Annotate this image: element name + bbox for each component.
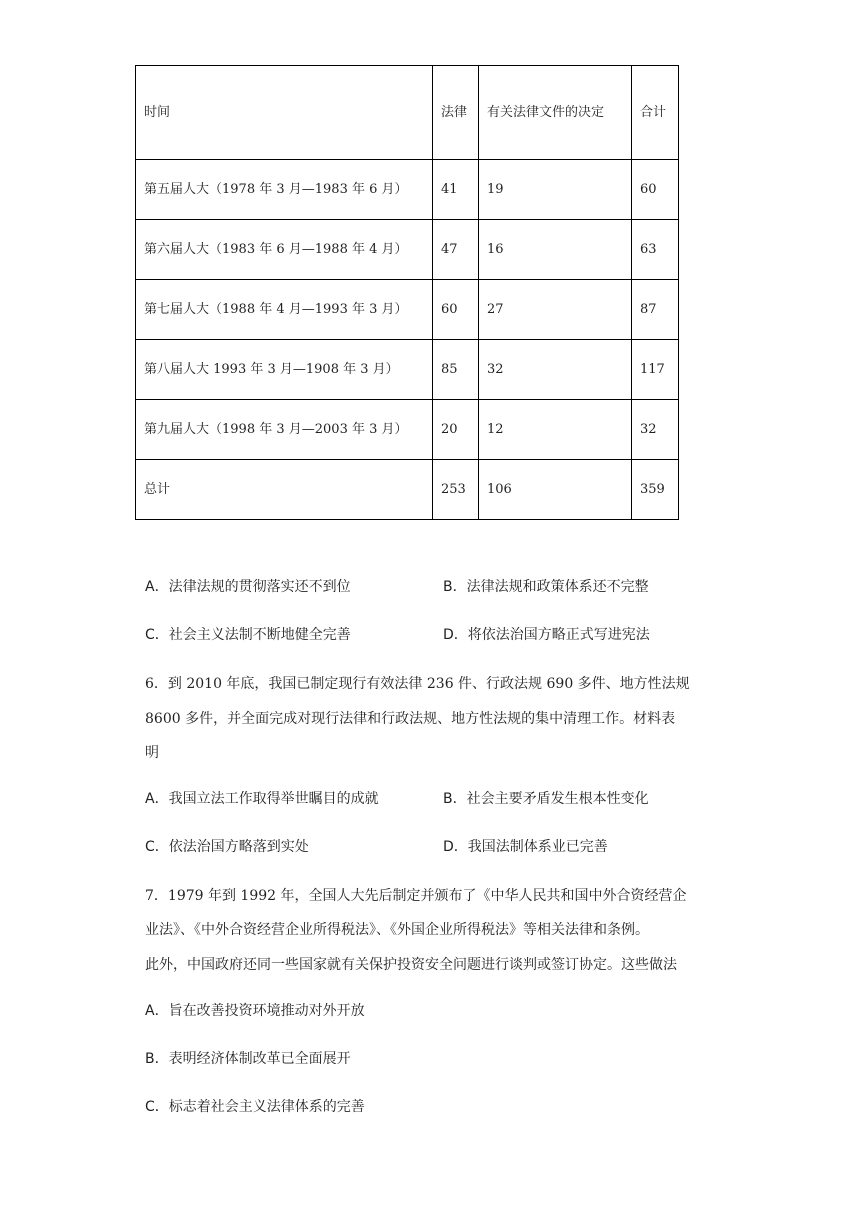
row-period: 第六届人大（1983 年 6 月—1988 年 4 月）: [136, 220, 433, 280]
option-label: C．: [145, 1099, 169, 1115]
q6-stem-line: 8600 多件，并全面完成对现行法律和行政法规、地方性法规的集中清理工作。材料表: [145, 711, 676, 727]
row-decision: 19: [479, 160, 632, 220]
table-row: [136, 280, 679, 340]
q5-option-c[interactable]: [145, 624, 351, 644]
row-period: 第八届人大 1993 年 3 月—1908 年 3 月）: [136, 340, 433, 400]
row-total: 87: [632, 280, 679, 340]
row-law: 60: [433, 280, 479, 340]
row-total: 63: [632, 220, 679, 280]
row-decision: 16: [479, 220, 632, 280]
q6-option-c[interactable]: [145, 836, 309, 856]
option-text: 社会主要矛盾发生根本性变化: [466, 791, 649, 807]
option-text: 法律法规的贯彻落实还不到位: [168, 579, 351, 595]
q5-option-a[interactable]: [145, 576, 351, 596]
table-header-row: [136, 66, 679, 160]
option-label: D．: [443, 839, 468, 855]
row-period: 第七届人大（1988 年 4 月—1993 年 3 月）: [136, 280, 433, 340]
header-decision: 有关法律文件的决定: [479, 66, 632, 160]
npc-legislation-table: [135, 65, 679, 520]
option-label: D．: [443, 627, 468, 643]
row-decision: 106: [479, 460, 632, 520]
option-text: 表明经济体制改革已全面展开: [168, 1051, 351, 1067]
header-total: 合计: [632, 66, 679, 160]
option-text: 我国立法工作取得举世瞩目的成就: [168, 791, 379, 807]
q6-stem-line: 6．到 2010 年底，我国已制定现行有效法律 236 件、行政法规 690 多件、地方性法规: [145, 676, 690, 692]
table-row: [136, 160, 679, 220]
q6-option-a[interactable]: [145, 788, 379, 808]
option-label: A．: [145, 1003, 169, 1019]
option-text: 我国法制体系业已完善: [467, 839, 608, 855]
q7-stem-line: 7．1979 年到 1992 年，全国人大先后制定并颁布了《中华人民共和国中外合资经营企: [145, 888, 687, 904]
row-period: 第五届人大（1978 年 3 月—1983 年 6 月）: [136, 160, 433, 220]
row-decision: 27: [479, 280, 632, 340]
table-row: [136, 340, 679, 400]
table-row: [136, 460, 679, 520]
row-total: 117: [632, 340, 679, 400]
option-label: A．: [145, 579, 169, 595]
row-law: 20: [433, 400, 479, 460]
option-text: 依法治国方略落到实处: [168, 839, 309, 855]
q7-stem-line: 此外，中国政府还同一些国家就有关保护投资安全问题进行谈判或签订协定。这些做法: [145, 957, 677, 973]
option-text: 旨在改善投资环境推动对外开放: [168, 1003, 365, 1019]
q7-option-c[interactable]: [145, 1096, 365, 1116]
option-text: 标志着社会主义法律体系的完善: [168, 1099, 365, 1115]
option-label: B．: [145, 1051, 169, 1067]
q6-option-b[interactable]: [443, 788, 649, 808]
q6-stem-line: 明: [145, 745, 159, 761]
option-label: B．: [443, 791, 467, 807]
option-text: 将依法治国方略正式写进宪法: [467, 627, 650, 643]
row-period: 总计: [136, 460, 433, 520]
row-law: 47: [433, 220, 479, 280]
row-law: 85: [433, 340, 479, 400]
row-total: 32: [632, 400, 679, 460]
q6-option-d[interactable]: [443, 836, 608, 856]
row-total: 359: [632, 460, 679, 520]
option-text: 法律法规和政策体系还不完整: [466, 579, 649, 595]
option-label: A．: [145, 791, 169, 807]
q5-option-b[interactable]: [443, 576, 649, 596]
option-text: 社会主义法制不断地健全完善: [168, 627, 351, 643]
header-law: 法律: [433, 66, 479, 160]
row-period: 第九届人大（1998 年 3 月—2003 年 3 月）: [136, 400, 433, 460]
q7-option-b[interactable]: [145, 1048, 351, 1068]
q7-stem-line: 业法》、《中外合资经营企业所得税法》、《外国企业所得税法》等相关法律和条例。: [145, 922, 649, 938]
table-row: [136, 220, 679, 280]
header-time: 时间: [136, 66, 433, 160]
option-label: B．: [443, 579, 467, 595]
row-law: 253: [433, 460, 479, 520]
q7-option-a[interactable]: [145, 1000, 365, 1020]
option-label: C．: [145, 627, 169, 643]
q5-option-d[interactable]: [443, 624, 650, 644]
table-row: [136, 400, 679, 460]
row-decision: 32: [479, 340, 632, 400]
row-total: 60: [632, 160, 679, 220]
row-law: 41: [433, 160, 479, 220]
option-label: C．: [145, 839, 169, 855]
row-decision: 12: [479, 400, 632, 460]
